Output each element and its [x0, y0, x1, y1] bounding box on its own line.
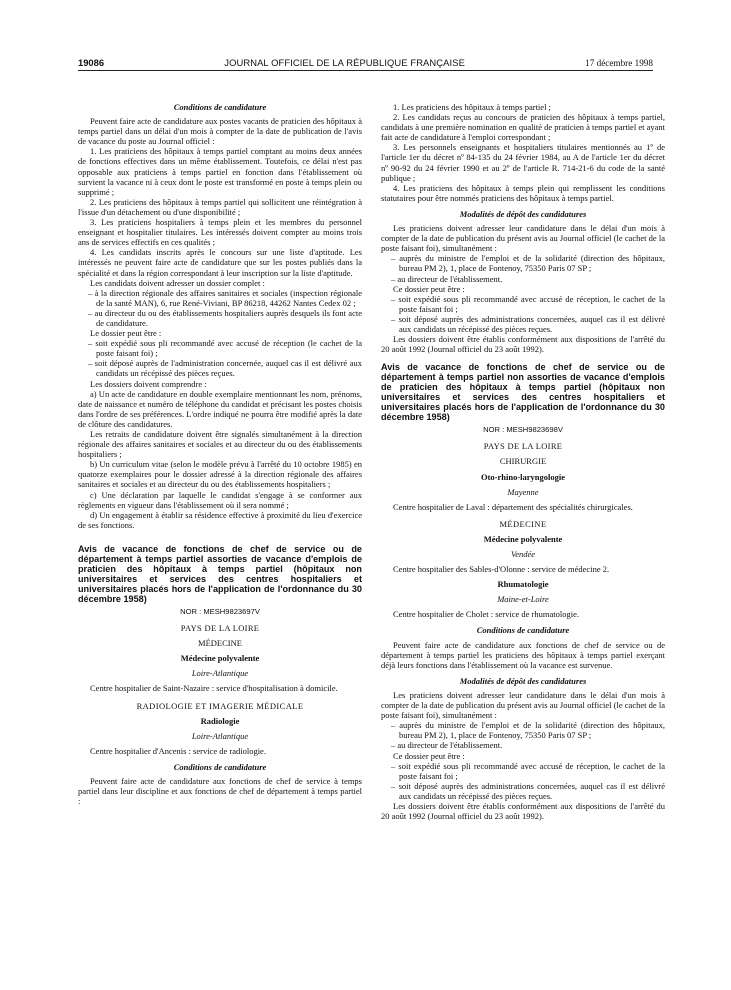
paragraph: Peuvent faire acte de candidature aux postes vacants de praticien des hôpitaux à temps partiel dans un délai d'un mois à compter de la date de publication de l'avis de vacance du poste au Journal officiel :: [78, 116, 362, 147]
list-item: – auprès du ministre de l'emploi et de la solidarité (direction des hôpitaux, bureau PM 2), 1, place de Fontenoy, 75350 Paris 07 SP ;: [391, 253, 665, 274]
page-number: 19086: [78, 57, 105, 68]
list-item: – auprès du ministre de l'emploi et de la solidarité (direction des hôpitaux, bureau PM 2), 1, place de Fontenoy, 75350 Paris 07 SP ;: [391, 720, 665, 741]
list-item: – au directeur de l'établissement.: [391, 273, 503, 284]
paragraph: Les dossiers doivent être établis conformément aux dispositions de l'arrêté du 20 août 1992 (Journal officiel du 23 août 1992).: [381, 800, 665, 822]
issue-date: 17 décembre 1998: [585, 58, 653, 68]
paragraph: 3. Les praticiens hospitaliers à temps plein et les membres du personnel enseignant et hospitalier titulaires. Les intéressés doivent compter au moins trois ans de services effectifs en ces qualités ;: [78, 217, 362, 248]
section-heading: Conditions de candidature: [173, 761, 267, 772]
paragraph: 1. Les praticiens des hôpitaux à temps partiel comptant au moins deux années de fonctions effectives dans un même établissement. Toutefois, ce délai n'est pas opposable aux praticiens à temps partiel en fonction dans l'établissement où survient la vacance ni à ceux dont le poste est transformé en poste à temps plein ou supprimé ;: [78, 146, 362, 197]
department-name: Maine-et-Loire: [497, 594, 549, 605]
paragraph: d) Un engagement à établir sa résidence effective à proximité du lieu d'exercice de ses fonctions.: [78, 509, 362, 530]
section-heading: Conditions de candidature: [476, 625, 570, 636]
paragraph: 3. Les personnels enseignants et hospitaliers titulaires mentionnés au 1º de l'article 1er du décret nº 84-135 du 24 février 1984, au A de l'article 1er du décret nº 90-92 du 24 février 1990 et au 2º de l'article R. 714-21-6 du code de la santé publique ;: [381, 142, 665, 183]
post-entry: Centre hospitalier de Saint-Nazaire : service d'hospitalisation à domicile.: [90, 683, 338, 694]
paragraph: c) Une déclaration par laquelle le candidat s'engage à se conformer aux règlements en vigueur dans l'établissement où il sera nommé ;: [78, 489, 362, 510]
specialty-heading: Oto-rhino-laryngologie: [480, 471, 566, 482]
list-item: – au directeur de l'établissement.: [391, 740, 503, 751]
specialty-heading: Médecine polyvalente: [180, 653, 260, 664]
list-item: – soit déposé auprès des administrations concernées, auquel cas il est délivré aux candidats un récépissé des pièces reçues.: [391, 313, 665, 334]
left-column: [78, 96, 362, 806]
paragraph: Les dossiers doivent comprendre :: [90, 378, 207, 389]
list-item: – soit expédié sous pli recommandé avec accusé de réception, le cachet de la poste faisant foi ;: [391, 293, 665, 314]
paragraph: a) Un acte de candidature en double exemplaire mentionnant les nom, prénoms, date de naissance et numéro de téléphone du candidat et précisant les postes choisis dans l'ordre de ses préférences. L'ordre indiqué ne pourra être modifié après la date de clôture des candidatures.: [78, 388, 362, 429]
paragraph: Les dossiers doivent être établis conformément aux dispositions de l'arrêté du 20 août 1992 (Journal officiel du 23 août 1992).: [381, 334, 665, 355]
paragraph: Les candidats doivent adresser un dossier complet :: [90, 277, 265, 288]
region-heading: PAYS DE LA LOIRE: [483, 441, 563, 452]
list-item: – soit déposé auprès des administrations concernées, auquel cas il est délivré aux candidats un récépissé des pièces reçues.: [391, 780, 665, 801]
department-name: Vendée: [510, 549, 536, 559]
department-name: Loire-Atlantique: [191, 668, 249, 679]
paragraph: Ce dossier peut être :: [393, 750, 465, 761]
paragraph: Les praticiens doivent adresser leur candidature dans le délai d'un mois à compter de la date de publication du présent avis au Journal officiel (le cachet de la poste faisant foi), simultanément :: [381, 689, 665, 721]
specialty-heading: Médecine polyvalente: [483, 533, 563, 544]
nor-reference: NOR : MESH9823697V: [180, 606, 260, 616]
page-header: [78, 52, 653, 71]
discipline-heading: MÉDECINE: [198, 638, 242, 649]
post-entry: Centre hospitalier de Laval : département des spécialités chirurgicales.: [393, 501, 633, 512]
department-name: Loire-Atlantique: [191, 730, 249, 741]
list-item: – soit déposé auprès de l'administration concernée, auquel cas il est délivré aux candidats un récépissé des pièces reçues.: [88, 358, 362, 379]
paragraph: Les praticiens doivent adresser leur candidature dans le délai d'un mois à compter de la date de publication du présent avis au Journal officiel (le cachet de la poste faisant foi), simultanément :: [381, 223, 665, 254]
specialty-heading: Rhumatologie: [497, 579, 549, 590]
discipline-heading: RADIOLOGIE ET IMAGERIE MÉDICALE: [136, 700, 304, 711]
discipline-heading: CHIRURGIE: [499, 456, 547, 467]
region-heading: PAYS DE LA LOIRE: [180, 623, 260, 634]
paragraph: Ce dossier peut être :: [393, 283, 465, 294]
paragraph: b) Un curriculum vitae (selon le modèle prévu à l'arrêté du 10 octobre 1985) en quatorze exemplaires pour le dossier adressé à la direction régionale des affaires sanitaires et sociales et au directeur du ou des établissements hospitaliers ;: [78, 459, 362, 490]
paragraph: Les retraits de candidature doivent être signalés simultanément à la direction régionale des affaires sanitaires et sociales et au directeur du ou des établissements hospitaliers ;: [78, 429, 362, 460]
section-heading: Modalités de dépôt des candidatures: [459, 675, 587, 686]
discipline-heading: MÉDECINE: [499, 518, 547, 529]
nor-reference: NOR : MESH9823698V: [483, 425, 563, 435]
post-entry: Centre hospitalier de Cholet : service de rhumatologie.: [393, 609, 579, 620]
section-heading: Conditions de candidature: [173, 102, 267, 112]
list-item: – au directeur du ou des établissements hospitaliers auprès desquels ils font acte de candidature.: [88, 307, 362, 328]
right-column: [381, 102, 665, 821]
notice-title: Avis de vacance de fonctions de chef de service ou de département à temps partiel non assorties de vacance d'emplois de praticien des hôpitaux à temps partiel (hôpitaux non universitaires et services des centres hospitaliers et universitaires placés hors de l'application de l'ordonnance du 30 décembre 1958): [381, 362, 665, 423]
journal-title: JOURNAL OFFICIEL DE LA RÉPUBLIQUE FRANÇAISE: [224, 57, 465, 68]
section-heading: Modalités de dépôt des candidatures: [459, 208, 587, 219]
paragraph: 4. Les praticiens des hôpitaux à temps plein qui remplissent les conditions statutaires pour être nommés praticiens des hôpitaux à temps partiel.: [381, 182, 665, 203]
list-item: – soit expédié sous pli recommandé avec accusé de réception, le cachet de la poste faisant foi ;: [391, 760, 665, 781]
paragraph: 2. Les praticiens des hôpitaux à temps partiel qui sollicitent une réintégration à l'issue d'un détachement ou d'une disponibilité ;: [78, 196, 362, 217]
paragraph: Le dossier peut être :: [90, 328, 162, 339]
paragraph: 4. Les candidats inscrits après le concours sur une liste d'aptitude. Les intéressés ne peuvent faire acte de candidature que sur les postes publiés dans la spécialité et dans la région correspondant à leur inscription sur la liste d'aptitude.: [78, 247, 362, 278]
paragraph: 1. Les praticiens des hôpitaux à temps partiel ;: [393, 102, 551, 112]
post-entry: Centre hospitalier d'Ancenis : service de radiologie.: [90, 745, 266, 756]
notice-title: Avis de vacance de fonctions de chef de service ou de département à temps partiel assorties de vacance d'emplois de praticien des hôpitaux à temps partiel (hôpitaux non universitaires et services des centres hospitaliers et universitaires placés hors de l'application de l'ordonnance du 30 décembre 1958): [78, 543, 362, 604]
post-entry: Centre hospitalier des Sables-d'Olonne : service de médecine 2.: [393, 564, 610, 575]
specialty-heading: Radiologie: [200, 715, 240, 726]
list-item: – à la direction régionale des affaires sanitaires et sociales (inspection régionale de la santé MAN), 6, rue René-Viviani, BP 86218, 44262 Nantes Cedex 02 ;: [88, 287, 362, 308]
list-item: – soit expédié sous pli recommandé avec accusé de réception (le cachet de la poste faisant foi) ;: [88, 338, 362, 359]
paragraph: Peuvent faire acte de candidature aux fonctions de chef de service ou de département à temps partiel les praticiens des hôpitaux à temps partiel exerçant déjà leurs fonctions dans l'établissement où la vacance est survenue.: [381, 639, 665, 670]
department-name: Mayenne: [507, 486, 539, 497]
paragraph: 2. Les candidats reçus au concours de praticien des hôpitaux à temps partiel, candidats à une première nomination en qualité de praticien à temps partiel et ayant fait acte de candidature à l'emploi correspondant ;: [381, 112, 665, 143]
paragraph: Peuvent faire acte de candidature aux fonctions de chef de service à temps partiel dans leur discipline et aux fonctions de chef de département à temps partiel :: [78, 775, 362, 807]
